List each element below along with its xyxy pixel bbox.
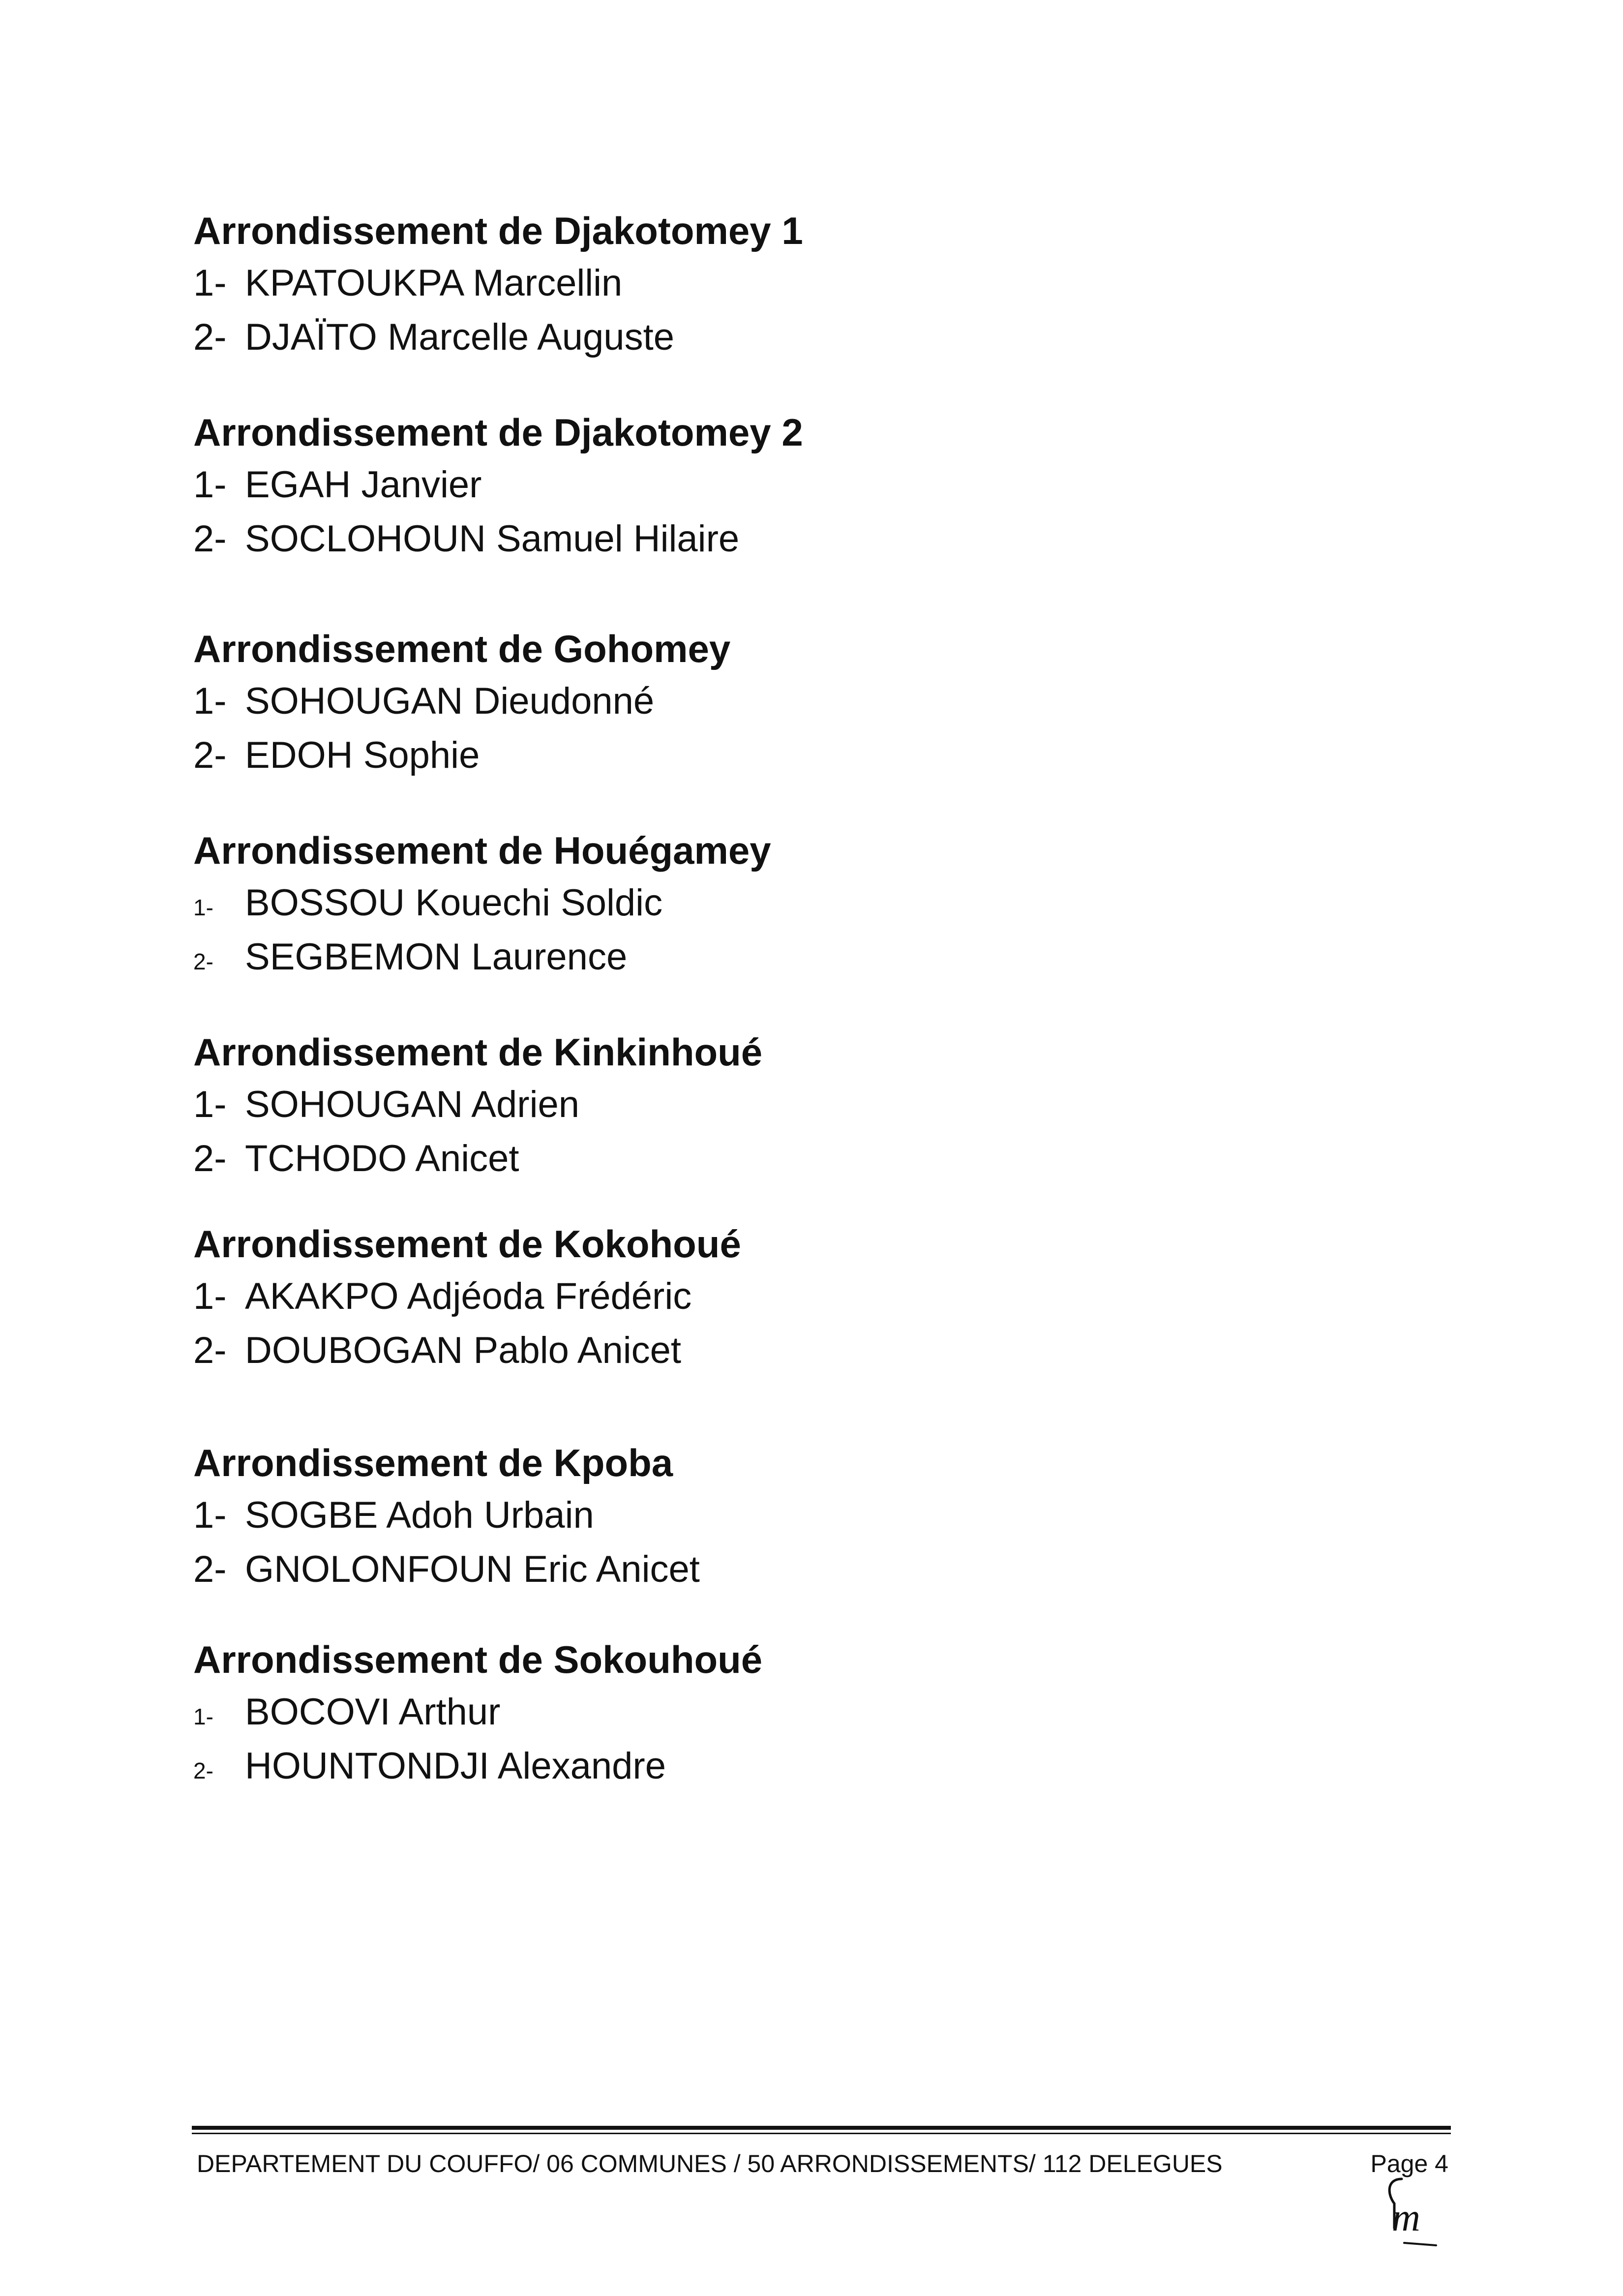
item-number: 2-: [193, 1138, 227, 1179]
list-item: [193, 1329, 1374, 1371]
list-item: [193, 884, 1374, 922]
item-number: 2-: [193, 1758, 213, 1783]
delegate-name: EGAH Janvier: [245, 464, 482, 506]
list-item: [193, 734, 1374, 776]
delegate-name: SEGBEMON Laurence: [245, 936, 628, 978]
item-number: 1-: [193, 895, 213, 920]
section-sokouhoue: [193, 1640, 1374, 1802]
list-item: [193, 1140, 1374, 1178]
signature-initials: m: [1392, 2196, 1420, 2239]
footer-text: DEPARTEMENT DU COUFFO/ 06 COMMUNES / 50 ARRONDISSEMENTS/ 112 DELEGUES: [197, 2150, 1223, 2177]
section-kinkinhoue: [193, 1030, 1374, 1194]
section-heading: Arrondissement de Sokouhoué: [193, 1638, 763, 1681]
list-item: [193, 1693, 1374, 1731]
item-number: 2-: [193, 518, 227, 560]
handwritten-initials-icon: [1367, 2174, 1446, 2248]
delegate-name: KPATOUKPA Marcellin: [245, 262, 623, 304]
item-number: 1-: [193, 262, 227, 304]
item-number: 1-: [193, 1494, 227, 1536]
item-number: 1-: [193, 1275, 227, 1317]
item-number: 2-: [193, 1329, 227, 1371]
list-item: [193, 520, 1374, 558]
list-item: [193, 1745, 1374, 1787]
list-item: [193, 1548, 1374, 1590]
delegate-name: HOUNTONDJI Alexandre: [245, 1745, 666, 1787]
delegate-name: EDOH Sophie: [245, 734, 480, 776]
item-number: 1-: [193, 464, 227, 506]
section-djakotomey-1: [193, 211, 1374, 373]
section-heading: Arrondissement de Kinkinhoué: [193, 1030, 763, 1074]
delegate-name: SOHOUGAN Adrien: [245, 1084, 579, 1125]
section-heading: Arrondissement de Djakotomey 2: [193, 411, 803, 454]
delegate-name: SOCLOHOUN Samuel Hilaire: [245, 518, 740, 560]
section-gohomey: [193, 627, 1374, 791]
footer-rule-thick: [192, 2126, 1451, 2130]
delegate-name: BOCOVI Arthur: [245, 1691, 501, 1733]
list-item: [193, 1275, 1374, 1317]
item-number: 2-: [193, 1548, 227, 1590]
delegate-name: AKAKPO Adjéoda Frédéric: [245, 1275, 692, 1317]
delegate-name: SOGBE Adoh Urbain: [245, 1494, 594, 1536]
delegate-name: SOHOUGAN Dieudonné: [245, 680, 655, 722]
list-item: [193, 1494, 1374, 1536]
delegate-name: DJAÏTO Marcelle Auguste: [245, 316, 674, 358]
item-number: 1-: [193, 680, 227, 722]
item-number: 2-: [193, 316, 227, 358]
item-number: 2-: [193, 949, 213, 974]
section-heading: Arrondissement de Gohomey: [193, 627, 731, 670]
section-djakotomey-2: [193, 413, 1374, 574]
list-item: [193, 466, 1374, 504]
item-number: 1-: [193, 1084, 227, 1125]
item-number: 2-: [193, 734, 227, 776]
delegate-name: DOUBOGAN Pablo Anicet: [245, 1329, 682, 1371]
section-heading: Arrondissement de Kpoba: [193, 1441, 673, 1484]
section-kpoba: [193, 1441, 1374, 1605]
item-number: 1-: [193, 1704, 213, 1729]
page-number: Page 4: [1370, 2150, 1448, 2177]
section-heading: Arrondissement de Houégamey: [193, 829, 771, 872]
section-heading: Arrondissement de Djakotomey 1: [193, 209, 803, 252]
list-item: [193, 316, 1374, 358]
list-item: [193, 1086, 1374, 1123]
list-item: [193, 262, 1374, 304]
section-heading: Arrondissement de Kokohoué: [193, 1222, 741, 1266]
delegate-name: GNOLONFOUN Eric Anicet: [245, 1548, 700, 1590]
list-item: [193, 938, 1374, 976]
footer-rule-thin: [192, 2133, 1451, 2134]
delegate-name: BOSSOU Kouechi Soldic: [245, 882, 663, 924]
section-kokohoue: [193, 1222, 1374, 1386]
delegate-name: TCHODO Anicet: [245, 1138, 519, 1179]
list-item: [193, 680, 1374, 722]
section-houegamey: [193, 831, 1374, 993]
